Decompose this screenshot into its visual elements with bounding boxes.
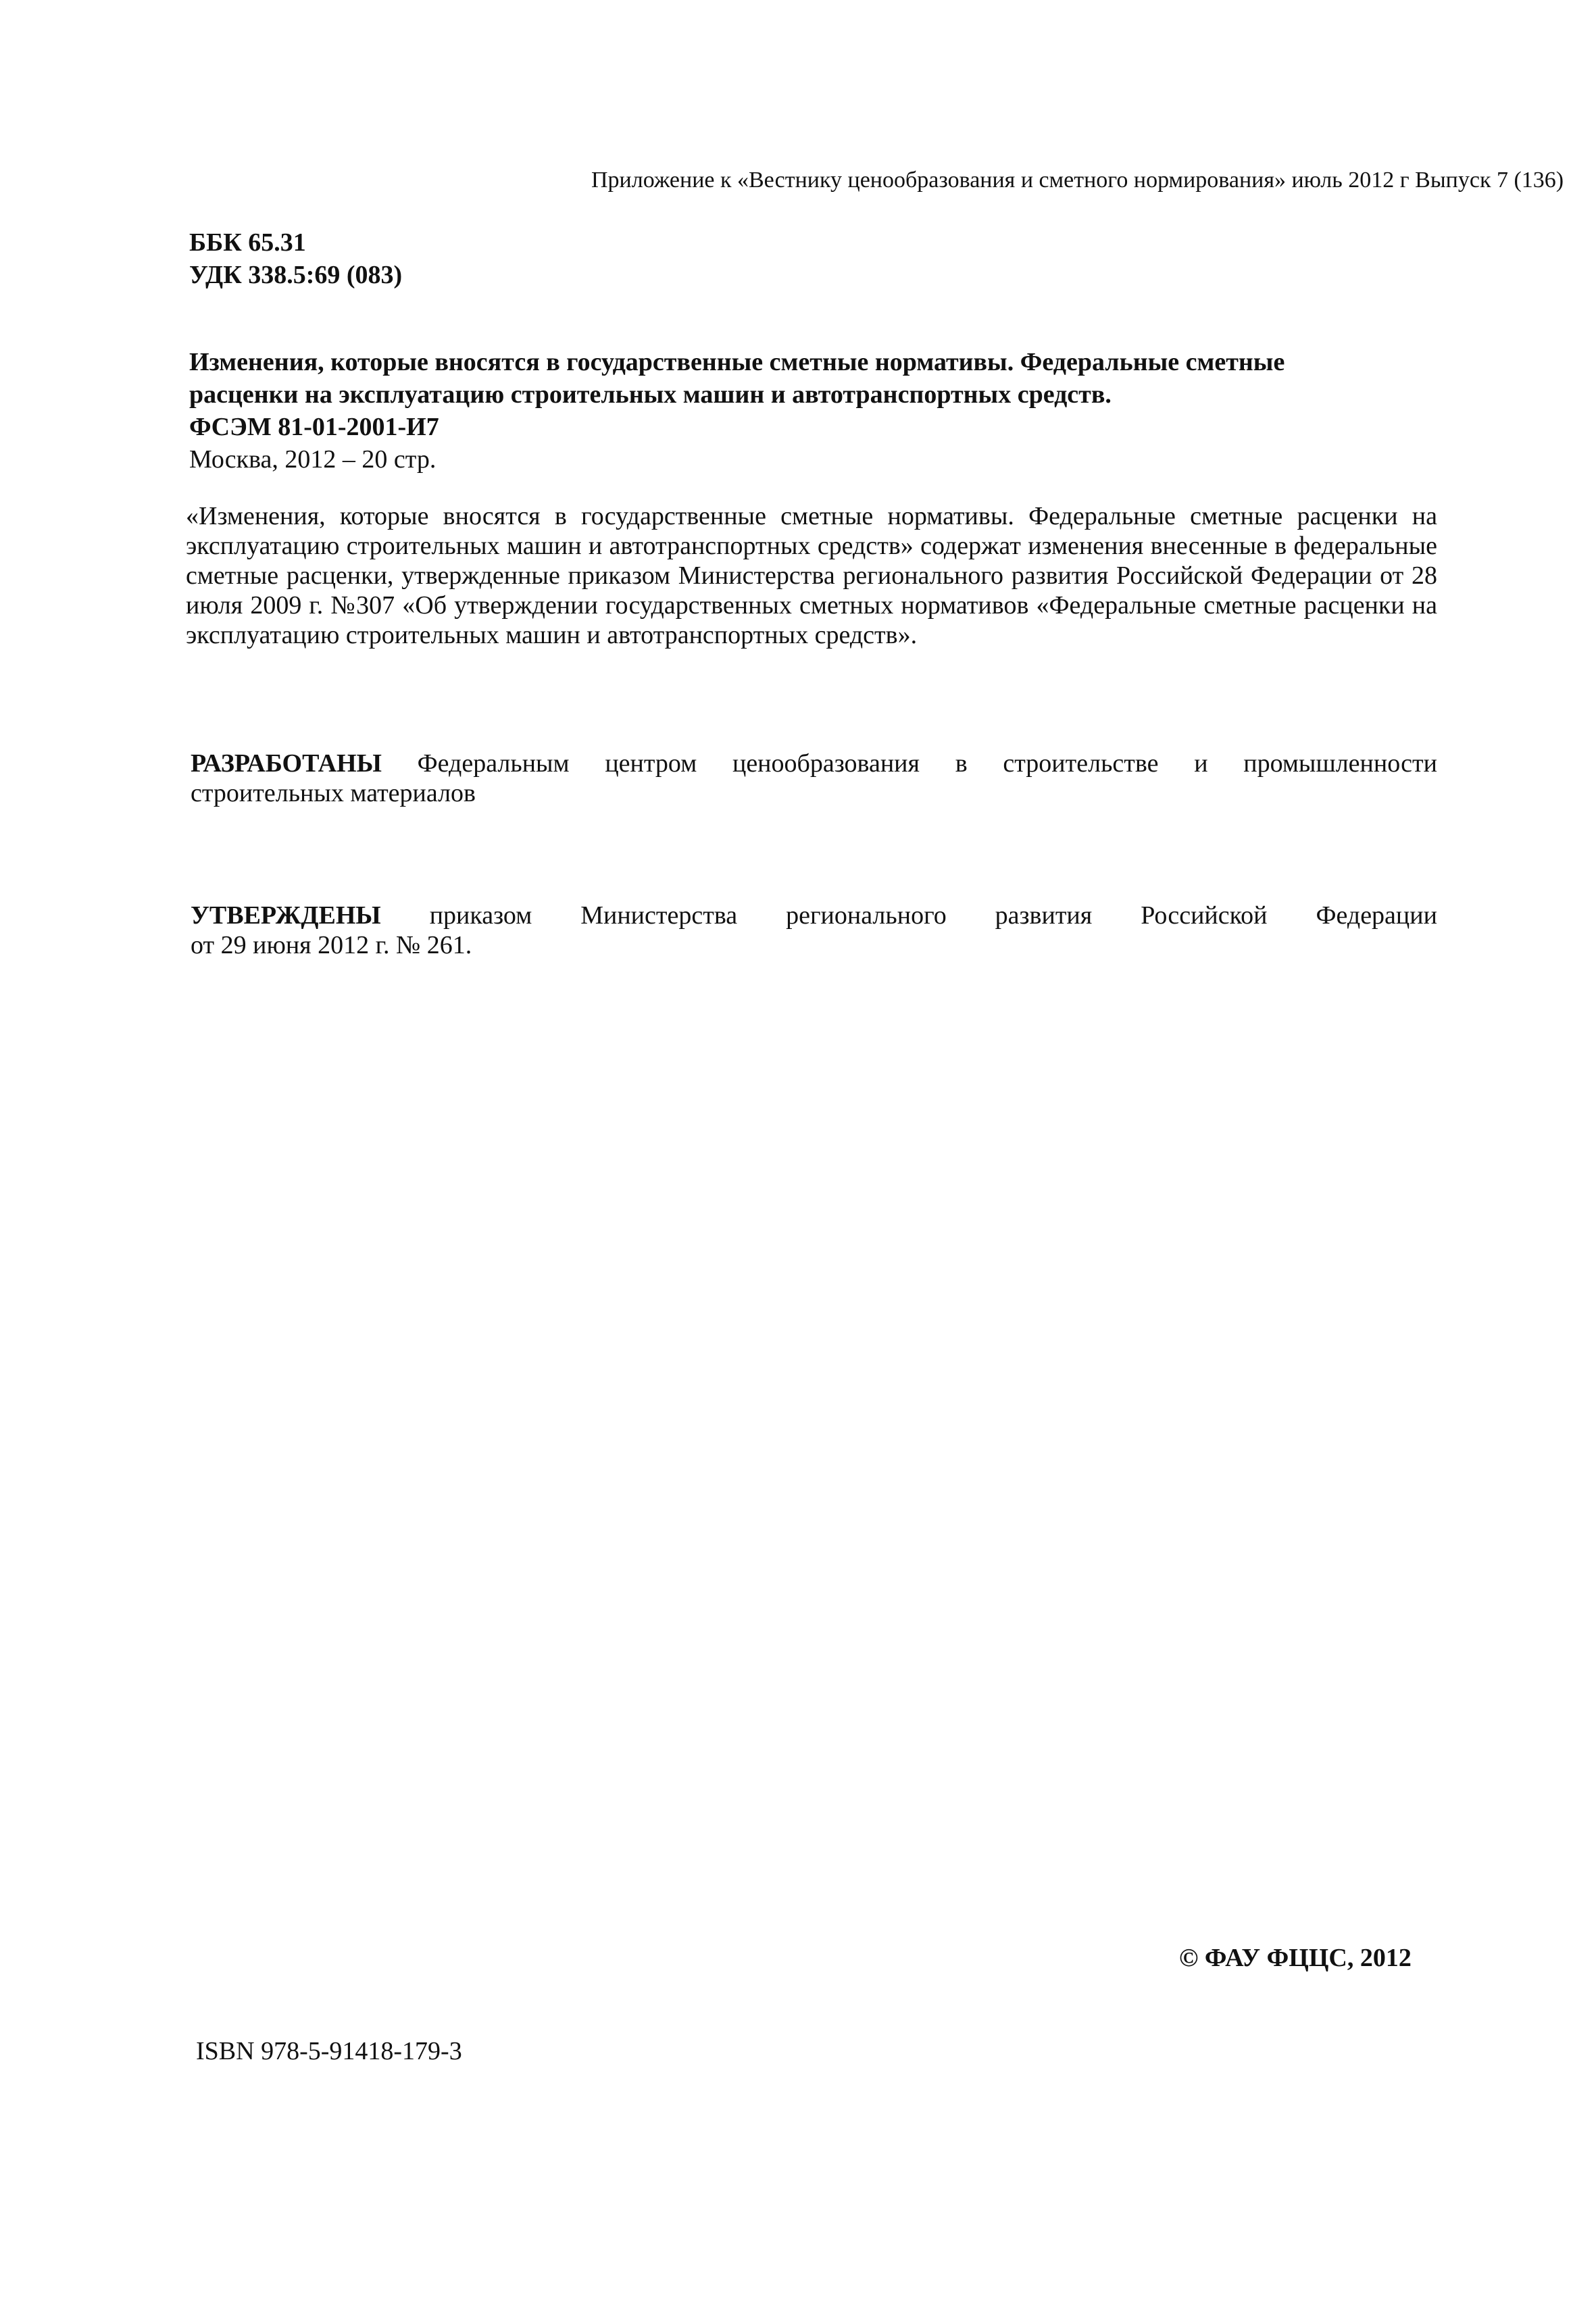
copyright-notice: © ФАУ ФЦЦС, 2012 (1179, 1944, 1412, 1972)
title-block (189, 346, 1446, 476)
abstract-text: «Изменения, которые вносятся в государственные сметные нормативы. Федеральные сметные расценки на эксплуатацию строительных машин и автотранспортных средств» содержат изменения внесенные в федеральные сметные расценки, утвержденные приказом Министерства регионального развития Российской Федерации от 28 июля 2009 г. №307 «Об утверждении государственных сметных нормативов «Федеральные сметные расценки на эксплуатацию строительных машин и автотранспортных средств». (186, 502, 1437, 649)
developed-word: Федеральным (417, 749, 570, 778)
approved-block (191, 901, 1437, 960)
isbn: ISBN 978-5-91418-179-3 (196, 2037, 462, 2065)
developed-line2: строительных материалов (191, 779, 476, 807)
bbk-code: ББК 65.31 (189, 228, 306, 257)
appendix-header: Приложение к «Вестнику ценообразования и сметного нормирования» июль 2012 г Выпуск 7 (136) (591, 168, 1564, 193)
classification-block (189, 226, 402, 291)
approved-word: регионального (786, 901, 947, 930)
approved-word: Министерства (580, 901, 738, 930)
developed-word: центром (605, 749, 697, 778)
document-code: ФСЭМ 81-01-2001-И7 (189, 413, 439, 441)
udk-code: УДК 338.5:69 (083) (189, 261, 403, 289)
document-title-line1: Изменения, которые вносятся в государственные сметные нормативы. Федеральные сметные (189, 348, 1285, 376)
developed-word: ценообразования (732, 749, 920, 778)
document-title-line2: расценки на эксплуатацию строительных машин и автотранспортных средств. (189, 380, 1112, 409)
approved-word: Федерации (1316, 901, 1437, 930)
developed-line1 (191, 749, 1437, 778)
approved-word: Российской (1141, 901, 1268, 930)
developed-word: строительстве (1003, 749, 1159, 778)
developed-label: РАЗРАБОТАНЫ (191, 749, 382, 778)
developed-by-block (191, 749, 1437, 808)
approved-line1 (191, 901, 1437, 930)
approved-word: развития (995, 901, 1093, 930)
developed-word: и (1194, 749, 1208, 778)
approved-word: приказом (429, 901, 532, 930)
imprint: Москва, 2012 – 20 стр. (189, 445, 437, 474)
developed-word: в (955, 749, 968, 778)
approved-line2: от 29 июня 2012 г. № 261. (191, 931, 472, 959)
abstract-paragraph (186, 501, 1437, 650)
approved-label: УТВЕРЖДЕНЫ (191, 901, 381, 930)
developed-word: промышленности (1243, 749, 1437, 778)
